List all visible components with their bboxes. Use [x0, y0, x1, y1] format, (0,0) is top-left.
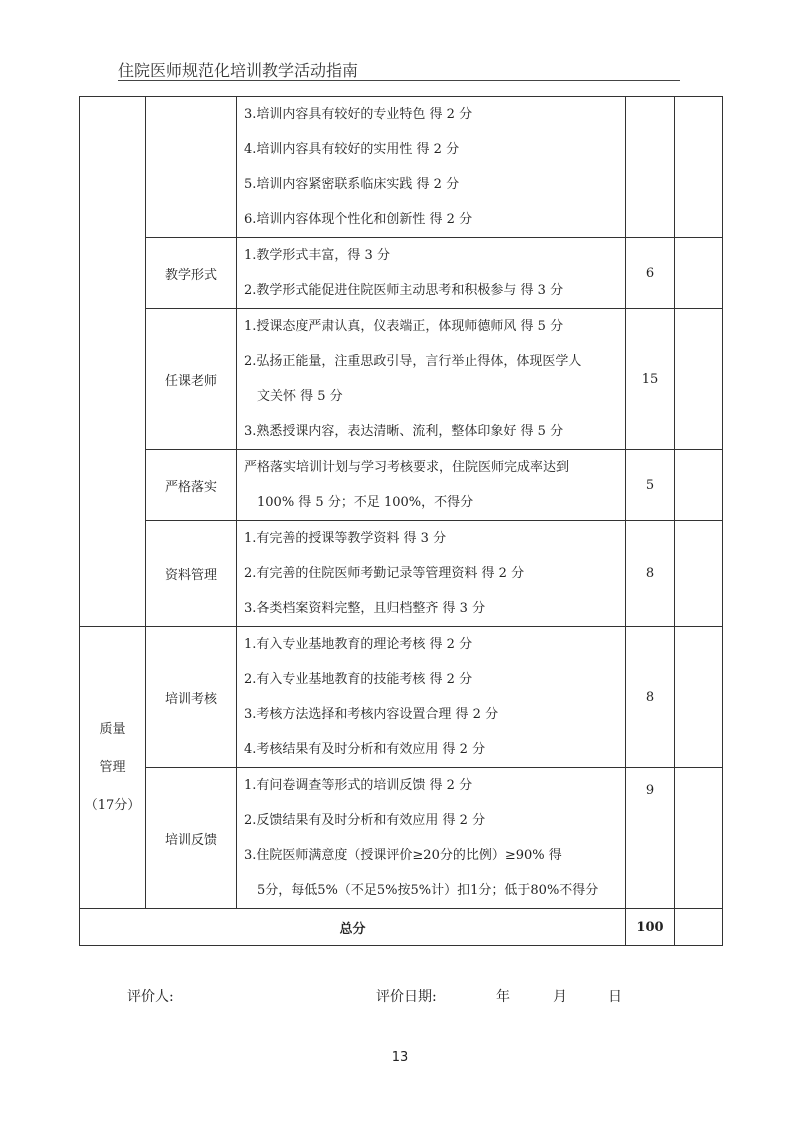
score-value: 8 [626, 627, 675, 768]
total-score: 100 [626, 909, 675, 946]
criteria-line: 5分，每低5%（不足5%按5%计）扣1分；低于80%不得分 [257, 883, 599, 898]
criteria-line: 4.考核结果有及时分析和有效应用 得 2 分 [244, 742, 486, 757]
criteria-cell [237, 238, 626, 309]
criteria-line: 2.有完善的住院医师考勤记录等管理资料 得 2 分 [244, 566, 525, 581]
criteria-line: 3.培训内容具有较好的专业特色 得 2 分 [244, 107, 473, 122]
item-label: 教学形式 [146, 238, 237, 309]
category-cell-empty [80, 97, 146, 627]
month-label: 月 [553, 989, 567, 1005]
score-value: 5 [626, 450, 675, 521]
criteria-line: 1.教学形式丰富，得 3 分 [244, 248, 390, 263]
criteria-line: 100% 得 5 分；不足 100%，不得分 [257, 495, 474, 510]
score-value: 6 [626, 238, 675, 309]
criteria-cell [237, 450, 626, 521]
item-label: 培训反馈 [146, 768, 237, 909]
score-value: 9 [626, 768, 675, 909]
actual-score-cell [675, 627, 723, 768]
item-label: 任课老师 [146, 309, 237, 450]
criteria-line: 1.有问卷调查等形式的培训反馈 得 2 分 [244, 778, 473, 793]
header-rule [118, 80, 680, 81]
criteria-line: 严格落实培训计划与学习考核要求，住院医师完成率达到 [244, 460, 570, 475]
table-row [80, 627, 723, 768]
total-label: 总分 [80, 909, 626, 946]
criteria-line: 5.培训内容紧密联系临床实践 得 2 分 [244, 177, 460, 192]
actual-score-cell [675, 97, 723, 238]
actual-score-cell [675, 450, 723, 521]
criteria-line: 3.考核方法选择和考核内容设置合理 得 2 分 [244, 707, 499, 722]
criteria-line: 1.有入专业基地教育的理论考核 得 2 分 [244, 637, 473, 652]
year-label: 年 [496, 989, 510, 1005]
criteria-line: 3.熟悉授课内容，表达清晰、流利，整体印象好 得 5 分 [244, 424, 564, 439]
score-value: 15 [626, 309, 675, 450]
score-cell [626, 97, 675, 238]
evaluator-label: 评价人: [127, 989, 174, 1005]
criteria-line: 2.弘扬正能量，注重思政引导，言行举止得体，体现医学人 [244, 354, 582, 369]
criteria-line: 6.培训内容体现个性化和创新性 得 2 分 [244, 212, 473, 227]
page-header-title: 住院医师规范化培训教学活动指南 [118, 61, 359, 80]
criteria-line: 2.反馈结果有及时分析和有效应用 得 2 分 [244, 813, 486, 828]
table-row [80, 238, 723, 309]
table-row [80, 97, 723, 238]
criteria-line: 4.培训内容具有较好的实用性 得 2 分 [244, 142, 460, 157]
criteria-cell [237, 97, 626, 238]
day-label: 日 [608, 989, 622, 1005]
criteria-line: 3.各类档案资料完整，且归档整齐 得 3 分 [244, 601, 486, 616]
actual-total-cell [675, 909, 723, 946]
date-label: 评价日期: [376, 989, 437, 1005]
category-label-line: （17分） [84, 797, 141, 813]
table-row-total [80, 909, 723, 946]
criteria-line: 2.有入专业基地教育的技能考核 得 2 分 [244, 672, 473, 687]
actual-score-cell [675, 238, 723, 309]
page-number: 13 [391, 1050, 409, 1065]
actual-score-cell [675, 521, 723, 627]
category-label-line: 管理 [99, 759, 126, 775]
item-cell-empty [146, 97, 237, 238]
item-label: 培训考核 [146, 627, 237, 768]
actual-score-cell [675, 309, 723, 450]
criteria-cell [237, 309, 626, 450]
item-label: 严格落实 [146, 450, 237, 521]
item-label: 资料管理 [146, 521, 237, 627]
score-value: 8 [626, 521, 675, 627]
actual-score-cell [675, 768, 723, 909]
category-label [80, 627, 146, 909]
criteria-line: 文关怀 得 5 分 [257, 389, 343, 404]
criteria-cell [237, 627, 626, 768]
criteria-line: 1.有完善的授课等教学资料 得 3 分 [244, 531, 447, 546]
table-row [80, 768, 723, 909]
table-row [80, 521, 723, 627]
criteria-cell [237, 768, 626, 909]
evaluation-table [79, 96, 723, 946]
table-row [80, 450, 723, 521]
table-row [80, 309, 723, 450]
criteria-line: 2.教学形式能促进住院医师主动思考和积极参与 得 3 分 [244, 283, 564, 298]
category-label-line: 质量 [99, 721, 126, 737]
criteria-cell [237, 521, 626, 627]
criteria-line: 3.住院医师满意度（授课评价≥20分的比例）≥90% 得 [244, 848, 562, 863]
criteria-line: 1.授课态度严肃认真，仪表端正，体现师德师风 得 5 分 [244, 319, 564, 334]
